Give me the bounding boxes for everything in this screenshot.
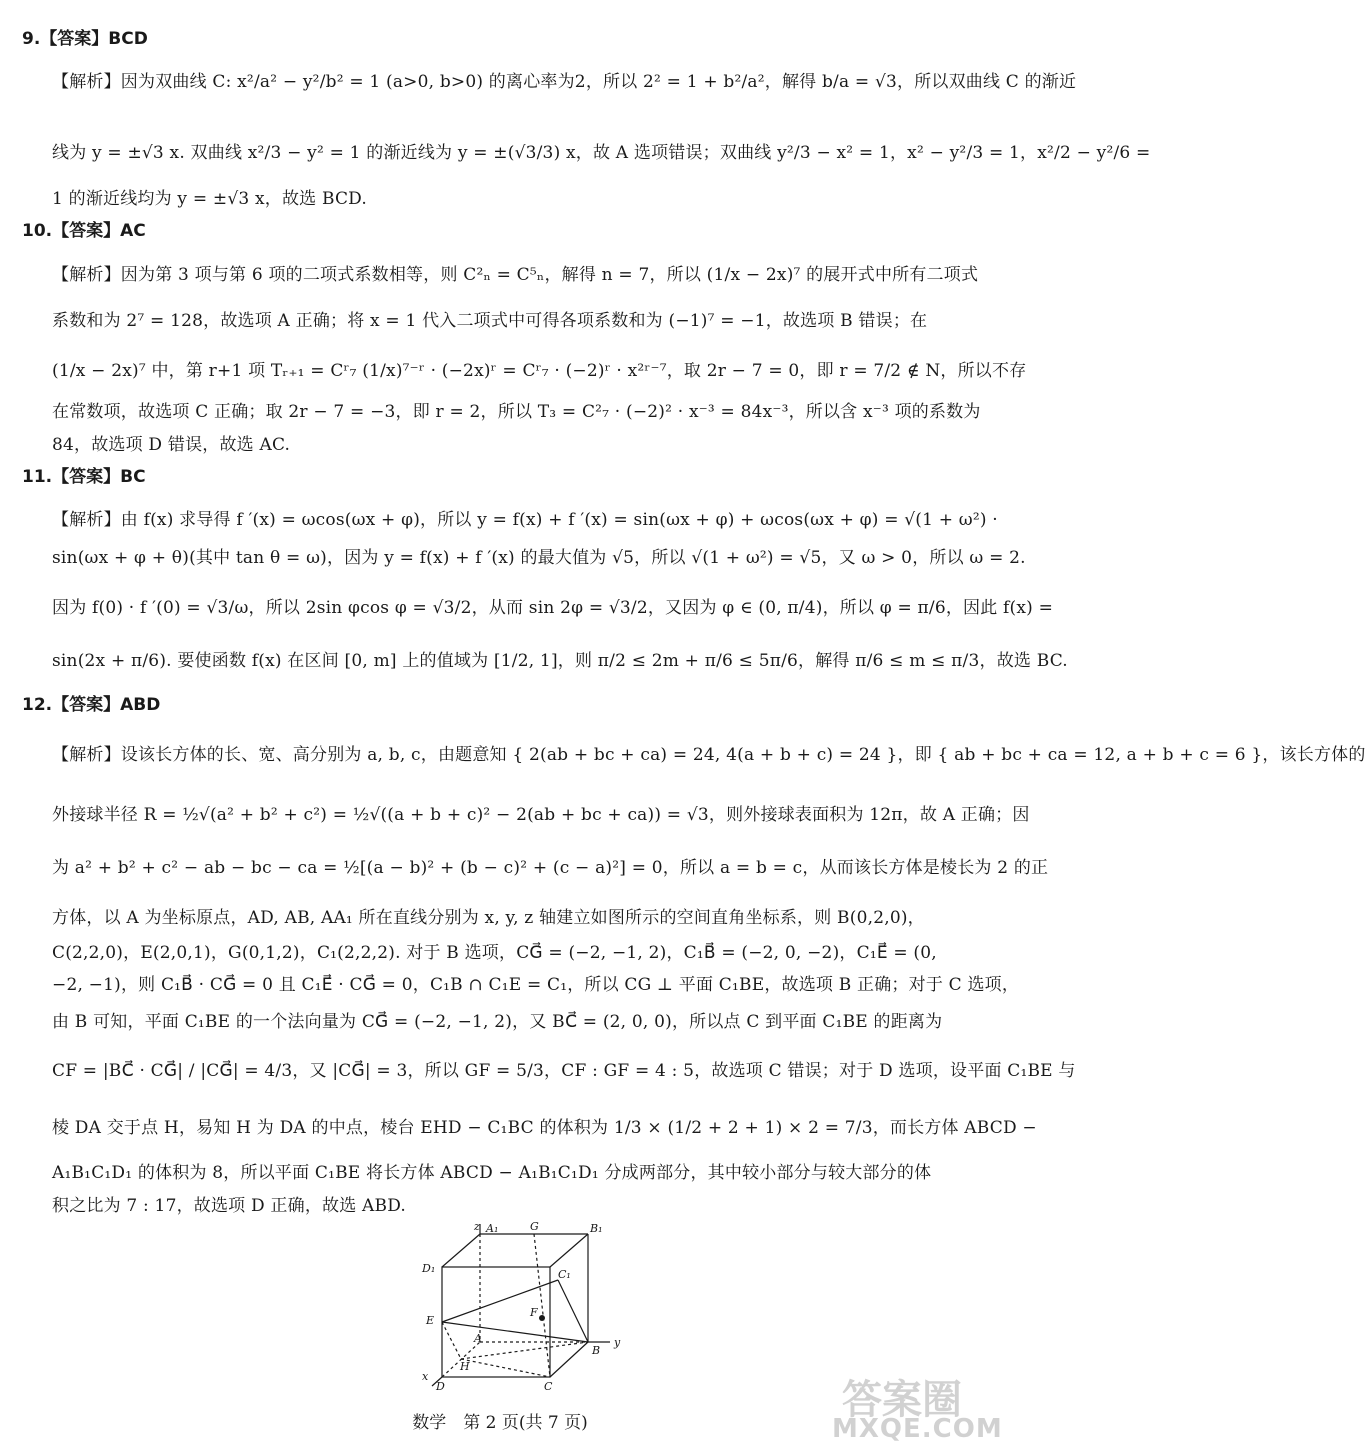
label-f: F (530, 1306, 538, 1319)
label-a: A (474, 1332, 482, 1345)
label-b1: B₁ (590, 1222, 603, 1235)
q11-line-1: 【解析】由 f(x) 求导得 f ′(x) = ωcos(ωx + φ)，所以 y = f(x) + f ′(x) = sin(ωx + φ) + ωcos(ωx + φ) = √(1 + ω²) · (52, 510, 998, 530)
label-x: x (422, 1370, 429, 1383)
q12-line-2: 外接球半径 R = ½√(a² + b² + c²) = ½√((a + b + c)² − 2(ab + bc + ca)) = √3，则外接球表面积为 12π，故 A 正确；因 (52, 805, 1030, 825)
q12-line-5: C(2,2,0)，E(2,0,1)，G(0,1,2)，C₁(2,2,2). 对于 B 选项，CG⃗ = (−2, −1, 2)，C₁B⃗ = (−2, 0, −2)，C₁E⃗ = (0, (52, 943, 937, 963)
q12-line-7: 由 B 可知，平面 C₁BE 的一个法向量为 CG⃗ = (−2, −1, 2)，又 BC⃗ = (2, 0, 0)，所以点 C 到平面 C₁BE 的距离为 (52, 1012, 943, 1032)
q11-line-4: sin(2x + π/6). 要使函数 f(x) 在区间 [0, m] 上的值域为 [1/2, 1]，则 π/2 ≤ 2m + π/6 ≤ 5π/6，解得 π/6 ≤ m ≤ π/3，故选 BC. (52, 651, 1068, 671)
page-footer: 数学 第 2 页(共 7 页) (412, 1413, 588, 1433)
watermark-bottom: MXQE.COM (832, 1414, 1003, 1444)
cube-front-face (442, 1267, 550, 1377)
watermark-logo (832, 1368, 1003, 1448)
q12-line-9: 棱 DA 交于点 H，易知 H 为 DA 的中点，棱台 EHD − C₁BC 的体积为 1/3 × (1/2 + 2 + 1) × 2 = 7/3，而长方体 ABCD − (52, 1118, 1037, 1138)
q11-answer: 11.【答案】BC (22, 467, 146, 487)
q12-line-11: 积之比为 7 : 17，故选项 D 正确，故选 ABD. (52, 1196, 407, 1216)
cube-figure (410, 1222, 630, 1392)
q12-line-10: A₁B₁C₁D₁ 的体积为 8，所以平面 C₁BE 将长方体 ABCD − A₁B₁C₁D₁ 分成两部分，其中较小部分与较大部分的体 (52, 1163, 932, 1183)
label-d: D (436, 1380, 445, 1393)
label-c1: C₁ (558, 1268, 571, 1281)
label-d1: D₁ (422, 1262, 436, 1275)
label-b: B (592, 1344, 601, 1357)
q12-line-8: CF = |BC⃗ · CG⃗| / |CG⃗| = 4/3，又 |CG⃗| = 3，所以 GF = 5/3，CF : GF = 4 : 5，故选项 C 错误；对于 D 选项，设平面 C₁BE 与 (52, 1061, 1076, 1081)
label-h: H (460, 1360, 470, 1373)
q12-answer: 12.【答案】ABD (22, 695, 161, 715)
q9-answer: 9.【答案】BCD (22, 29, 148, 49)
label-g: G (530, 1220, 539, 1233)
q11-line-2: sin(ωx + φ + θ)(其中 tan θ = ω)，因为 y = f(x) + f ′(x) 的最大值为 √5，所以 √(1 + ω²) = √5，又 ω > 0，所以 ω = 2. (52, 548, 1026, 568)
q10-line-5: 84，故选项 D 错误，故选 AC. (52, 435, 291, 455)
q10-line-4: 在常数项，故选项 C 正确；取 2r − 7 = −3，即 r = 2，所以 T₃ = C²₇ · (−2)² · x⁻³ = 84x⁻³，所以含 x⁻³ 项的系数为 (52, 402, 981, 422)
label-z: z (474, 1220, 480, 1233)
label-e: E (426, 1314, 435, 1327)
point-f-dot (539, 1315, 545, 1321)
q10-line-2: 系数和为 2⁷ = 128，故选项 A 正确；将 x = 1 代入二项式中可得各项系数和为 (−1)⁷ = −1，故选项 B 错误；在 (52, 311, 928, 331)
q12-line-4: 方体，以 A 为坐标原点，AD, AB, AA₁ 所在直线分别为 x, y, z 轴建立如图所示的空间直角坐标系，则 B(0,2,0)， (52, 908, 925, 928)
q10-line-1: 【解析】因为第 3 项与第 6 项的二项式系数相等，则 C²ₙ = C⁵ₙ，解得 n = 7，所以 (1/x − 2x)⁷ 的展开式中所有二项式 (52, 265, 979, 285)
watermark-top: 答案圈 (842, 1377, 962, 1423)
q12-line-1: 【解析】设该长方体的长、宽、高分别为 a, b, c，由题意知 { 2(ab + bc + ca) = 24, 4(a + b + c) = 24 }，即 { ab + bc + ca = 12, a + b + c = 6 }，该长方体的 (52, 745, 1366, 765)
label-a1: A₁ (486, 1222, 499, 1235)
q11-line-3: 因为 f(0) · f ′(0) = √3/ω，所以 2sin φcos φ = √3/2，从而 sin 2φ = √3/2，又因为 φ ∈ (0, π/4)，所以 φ = π/6，因此 f(x) = (52, 598, 1054, 618)
q12-line-3: 为 a² + b² + c² − ab − bc − ca = ½[(a − b)² + (b − c)² + (c − a)²] = 0，所以 a = b = c，从而该长方体是棱长为 2 的正 (52, 858, 1049, 878)
q10-answer: 10.【答案】AC (22, 221, 146, 241)
q9-line-2: 线为 y = ±√3 x. 双曲线 x²/3 − y² = 1 的渐近线为 y = ±(√3/3) x，故 A 选项错误；双曲线 y²/3 − x² = 1，x² − y²/3 = 1，x²/2 − y²/6 = (52, 143, 1151, 163)
label-c: C (544, 1380, 553, 1393)
q10-line-3: (1/x − 2x)⁷ 中，第 r+1 项 Tᵣ₊₁ = Cʳ₇ (1/x)⁷⁻ʳ · (−2x)ʳ = Cʳ₇ · (−2)ʳ · x²ʳ⁻⁷，取 2r − 7 = 0，即 r = 7/2 ∉ N，所以不存 (52, 361, 1027, 381)
label-y: y (614, 1336, 621, 1349)
q9-line-1: 【解析】因为双曲线 C: x²/a² − y²/b² = 1 (a>0, b>0) 的离心率为2，所以 2² = 1 + b²/a²，解得 b/a = √3，所以双曲线 C 的渐近 (52, 72, 1077, 92)
q9-line-3: 1 的渐近线均为 y = ±√3 x，故选 BCD. (52, 189, 368, 209)
q12-line-6: −2, −1)，则 C₁B⃗ · CG⃗ = 0 且 C₁E⃗ · CG⃗ = 0，C₁B ∩ C₁E = C₁，所以 CG ⊥ 平面 C₁BE，故选项 B 正确；对于 C 选项， (52, 975, 1020, 995)
